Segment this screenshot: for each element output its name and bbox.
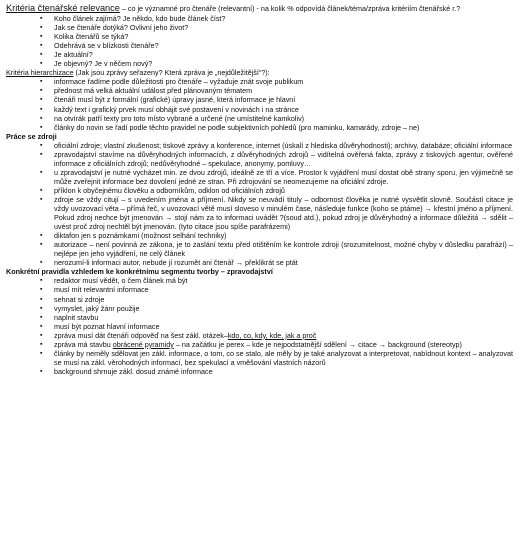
list-item: ▪ musí mít relevantní informace	[6, 285, 513, 294]
list-item-pyramid	[6, 340, 513, 349]
list-item: ▪ naplnit stavbu	[6, 313, 513, 322]
list-item: ▪ přednost má velká aktuální událost před plánovaným tématem	[6, 86, 513, 95]
list-item: ▪ autorizace – není povinná ze zákona, je to zaslání textu před otištěním ke kontrole zdroji (srozumitelnost, možné chyby v důsledku parafrází) – nejlépe jen jeho vyjádření, ne celý článek	[6, 240, 513, 258]
list-item: ▪ zdroje se vždy citují – s uvedením jména a příjmení. Nikdy se neuvádí tituly – odbornost člověka je nutné vysvětlit slovně. Součástí citace je vždy uvozovací věta – přímá řeč, v uvozovací větě musí sloveso v minulém čase, následuje funkce (koho se ptáme) → křestní jméno a příjmení. Pokud zdroj nechce být jmenován → stojí nám za to informaci uvádět ?(soud atd.), pokud zdroj je důvěryhodný a informace důležitá → sdělit – uvést proč zdroj nechtěl být jmenován. (tyto citace jsou spíše parafrázemi)	[6, 195, 513, 231]
rules-heading: Konkrétní pravidla vzhledem ke konkrétnímu segmentu tvorby – zpravodajství	[6, 267, 273, 277]
list-item: ▪ informace řadíme podle důležitosti pro čtenáře – vyžaduje znát svoje publikum	[6, 77, 513, 86]
list-item: ▪ čtenáři musí být z formální (grafické) úpravy jasné, která informace je hlavní	[6, 95, 513, 104]
list-item: ▪ redaktor musí vědět, o čem článek má být	[6, 276, 513, 285]
pyramid-underlined: obrácené pyramidy	[112, 339, 174, 349]
list-item: ▪ musí být poznat hlavní informace	[6, 322, 513, 331]
list-item: ▪ Koho článek zajímá? Je někdo, kdo bude článek číst?	[6, 14, 513, 23]
list-item: ▪ články by neměly sdělovat jen zákl. informace, o tom, co se stalo, ale měly by je také analyzovat a interpretovat, nabídnout kontext – analyzovat se musí na zákl. věrohodných informací, bez spekulací a vměšování vlastních názorů	[6, 349, 513, 367]
relevance-heading: Kritéria čtenářské relevance	[6, 3, 120, 13]
list-item: ▪ u zpravodajství je nutné vycházet min. ze dvou zdrojů, ideálně ze tří a více. Prostor k vyjádření musí dostat obě strany sporu, jen výjimečně se může zveřejnit informace bez dovolení jedné ze stran. Při zdrojování se neomezujeme na oficiální zdroje.	[6, 168, 513, 186]
list-item-questions	[6, 331, 513, 340]
relevance-intro-text: – co je významné pro čtenáře (relevantní) - na kolik % odpovídá článek/téma/zpráva kritériím čtenářské r.?	[119, 4, 461, 13]
questions-underlined: kdo, co, kdy, kde, jak a proč	[227, 330, 317, 340]
list-item: ▪ Jak se čtenáře dotýká? Ovlivní jeho život?	[6, 23, 513, 32]
list-item: ▪ diktafon jen s poznámkami (možnost selhání techniky)	[6, 231, 513, 240]
list-item: ▪ nerozumí-li informaci autor, nebude jí rozumět ani čtenář → překlikrát se ptát	[6, 258, 513, 267]
list-item: ▪ Je objevný? Je v něčem nový?	[6, 59, 513, 68]
sources-heading: Práce se zdroji	[6, 131, 57, 141]
pyramid-lead: zpráva má stavbu	[54, 339, 111, 349]
list-item: ▪ Odehrává se v blízkosti čtenáře?	[6, 41, 513, 50]
hierarchy-intro-text: (Jak jsou zprávy seřazeny? Která zpráva je „nejdůležitější“?):	[73, 68, 270, 78]
list-item: ▪ Kolika čtenářů se týká?	[6, 32, 513, 41]
list-item: ▪ zpravodajství stavíme na důvěryhodných informacích, z důvěryhodných zdrojů – vidítelná ověřená fakta, zprávy z tiskových agentur, ověřené informace z oficiálních zdrojů; nedůvěryhodné – spekulace, anonymy, pomluvy…	[6, 150, 513, 168]
hierarchy-list	[6, 77, 513, 131]
list-item: ▪ články do novin se řadí podle těchto pravidel ne podle subjektivních pohledů (pro maminku, kamarády, zdroje – ne)	[6, 123, 513, 132]
list-item: ▪ sehnat si zdroje	[6, 295, 513, 304]
list-item: ▪ na otvírák patří texty pro toto místo vybrané a určené (ne umístitelné kamkoliv)	[6, 114, 513, 123]
list-item: ▪ oficiální zdroje; vlastní zkušenost; tiskové zprávy a konference, internet (úskalí z hlediska důvěryhodnosti); archivy, databáze; oficiální informace	[6, 141, 513, 150]
list-item: ▪ vymyslet, jaký žánr použije	[6, 304, 513, 313]
list-item: ▪ Je aktuální?	[6, 50, 513, 59]
list-item: ▪ příklon k obyčejnému člověku a odborníkům, odklon od oficiálních zdrojů	[6, 186, 513, 195]
pyramid-rest: – na začátku je perex – kde je nejpodstatnější sdělení → citace → background (stereotyp)	[173, 339, 462, 349]
relevance-list	[6, 14, 513, 68]
sources-list	[6, 141, 513, 268]
rules-list	[6, 276, 513, 376]
list-item: ▪ background shrnuje zákl. dosud známé informace	[6, 367, 513, 376]
questions-text: zpráva musí dát čtenáři odpověď na šest zákl. otázek–	[54, 330, 228, 340]
hierarchy-heading: Kritéria hierarchizace	[6, 68, 74, 78]
list-item: ▪ každý text i grafický prvek musí obhájit své postavení v novinách i na stránce	[6, 105, 513, 114]
relevance-intro	[6, 4, 513, 13]
hierarchy-intro	[6, 68, 513, 77]
